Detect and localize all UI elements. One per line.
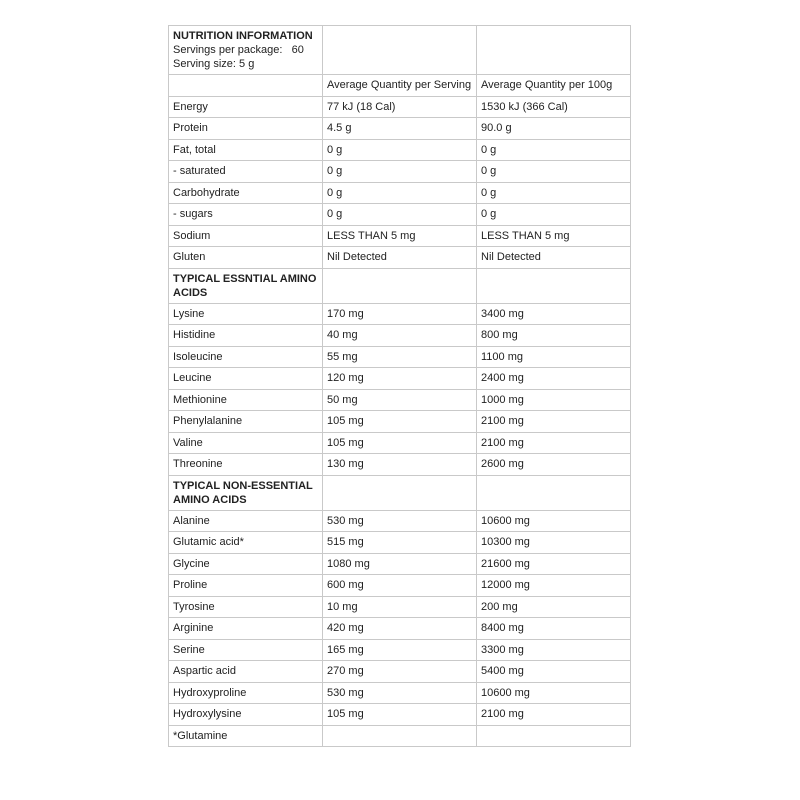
per-100g-value: 1100 mg (477, 346, 631, 368)
per-100g-value: 10600 mg (477, 510, 631, 532)
per-serving-value: 77 kJ (18 Cal) (323, 96, 477, 118)
nutrient-row (169, 139, 631, 161)
per-100g-value: 0 g (477, 161, 631, 183)
per-serving-value: 0 g (323, 161, 477, 183)
column-header-per-100g: Average Quantity per 100g (477, 75, 631, 97)
empty-cell (323, 725, 477, 747)
per-100g-value: 12000 mg (477, 575, 631, 597)
section-title: TYPICAL NON-ESSENTIAL AMINO ACIDS (173, 479, 313, 506)
nutrient-name: - sugars (169, 204, 323, 226)
column-header-per-serving: Average Quantity per Serving (323, 75, 477, 97)
per-100g-value: 800 mg (477, 325, 631, 347)
essential-amino-row (169, 368, 631, 390)
per-serving-value: 600 mg (323, 575, 477, 597)
per-100g-value: 2100 mg (477, 432, 631, 454)
nutrient-row (169, 182, 631, 204)
per-100g-value: 5400 mg (477, 661, 631, 683)
empty-cell (323, 475, 477, 510)
per-100g-value: 10300 mg (477, 532, 631, 554)
per-100g-value: 1000 mg (477, 389, 631, 411)
section-title: TYPICAL ESSNTIAL AMINO ACIDS (173, 272, 317, 299)
per-100g-value: Nil Detected (477, 247, 631, 269)
per-serving-value: 10 mg (323, 596, 477, 618)
empty-cell (169, 75, 323, 97)
non-essential-amino-row (169, 682, 631, 704)
per-serving-value: 4.5 g (323, 118, 477, 140)
non-essential-amino-row (169, 575, 631, 597)
intro-cell (169, 26, 323, 75)
footnote: *Glutamine (169, 725, 323, 747)
nutrient-row (169, 225, 631, 247)
nutrient-name: Proline (169, 575, 323, 597)
nutrient-name: Threonine (169, 454, 323, 476)
nutrient-row (169, 247, 631, 269)
per-serving-value: 105 mg (323, 704, 477, 726)
essential-amino-acids-header (169, 268, 631, 303)
non-essential-amino-row (169, 704, 631, 726)
nutrient-name: Fat, total (169, 139, 323, 161)
per-serving-value: Nil Detected (323, 247, 477, 269)
per-100g-value: 10600 mg (477, 682, 631, 704)
nutrient-name: Energy (169, 96, 323, 118)
per-serving-value: 165 mg (323, 639, 477, 661)
nutrient-name: Aspartic acid (169, 661, 323, 683)
non-essential-amino-row (169, 661, 631, 683)
nutrient-row (169, 161, 631, 183)
nutrient-name: - saturated (169, 161, 323, 183)
servings-per-package: Servings per package: 60 (173, 44, 304, 56)
nutrient-name: Gluten (169, 247, 323, 269)
per-100g-value: 8400 mg (477, 618, 631, 640)
nutrient-name: Alanine (169, 510, 323, 532)
per-100g-value: 200 mg (477, 596, 631, 618)
per-serving-value: 170 mg (323, 303, 477, 325)
per-100g-value: 90.0 g (477, 118, 631, 140)
nutrient-name: Hydroxyproline (169, 682, 323, 704)
nutrient-name: Serine (169, 639, 323, 661)
non-essential-amino-row (169, 596, 631, 618)
nutrient-name: Histidine (169, 325, 323, 347)
footnote-row (169, 725, 631, 747)
empty-cell (323, 268, 477, 303)
nutrient-name: Valine (169, 432, 323, 454)
empty-cell (477, 268, 631, 303)
per-100g-value: 3300 mg (477, 639, 631, 661)
nutrition-table-body (169, 26, 631, 747)
non-essential-amino-acids-header (169, 475, 631, 510)
per-100g-value: 0 g (477, 182, 631, 204)
nutrient-name: Glycine (169, 553, 323, 575)
non-essential-amino-row (169, 510, 631, 532)
nutrient-name: Carbohydrate (169, 182, 323, 204)
per-100g-value: 3400 mg (477, 303, 631, 325)
nutrient-name: Protein (169, 118, 323, 140)
nutrient-name: Hydroxylysine (169, 704, 323, 726)
nutrient-name: Arginine (169, 618, 323, 640)
nutrient-name: Sodium (169, 225, 323, 247)
per-serving-value: 515 mg (323, 532, 477, 554)
empty-cell (477, 26, 631, 75)
per-serving-value: 420 mg (323, 618, 477, 640)
per-serving-value: 105 mg (323, 432, 477, 454)
nutrient-name: Phenylalanine (169, 411, 323, 433)
non-essential-amino-row (169, 618, 631, 640)
per-serving-value: 40 mg (323, 325, 477, 347)
per-100g-value: 2400 mg (477, 368, 631, 390)
per-serving-value: 105 mg (323, 411, 477, 433)
per-serving-value: 0 g (323, 204, 477, 226)
column-header-row (169, 75, 631, 97)
nutrient-row (169, 118, 631, 140)
per-serving-value: 0 g (323, 182, 477, 204)
essential-amino-row (169, 411, 631, 433)
per-serving-value: 50 mg (323, 389, 477, 411)
section-title-cell (169, 268, 323, 303)
nutrient-name: Lysine (169, 303, 323, 325)
nutrient-row (169, 96, 631, 118)
essential-amino-row (169, 346, 631, 368)
essential-amino-row (169, 325, 631, 347)
per-serving-value: 130 mg (323, 454, 477, 476)
non-essential-amino-row (169, 639, 631, 661)
per-100g-value: 2600 mg (477, 454, 631, 476)
non-essential-amino-row (169, 553, 631, 575)
per-serving-value: 530 mg (323, 682, 477, 704)
per-serving-value: 55 mg (323, 346, 477, 368)
essential-amino-row (169, 389, 631, 411)
per-100g-value: 2100 mg (477, 704, 631, 726)
per-100g-value: LESS THAN 5 mg (477, 225, 631, 247)
per-100g-value: 0 g (477, 204, 631, 226)
empty-cell (477, 475, 631, 510)
essential-amino-row (169, 454, 631, 476)
serving-size: Serving size: 5 g (173, 58, 255, 70)
nutrition-table (168, 25, 631, 747)
nutrient-name: Leucine (169, 368, 323, 390)
section-title-cell (169, 475, 323, 510)
nutrient-name: Methionine (169, 389, 323, 411)
per-100g-value: 0 g (477, 139, 631, 161)
nutrient-name: Tyrosine (169, 596, 323, 618)
intro-row (169, 26, 631, 75)
essential-amino-row (169, 303, 631, 325)
non-essential-amino-row (169, 532, 631, 554)
empty-cell (323, 26, 477, 75)
per-serving-value: 530 mg (323, 510, 477, 532)
per-serving-value: LESS THAN 5 mg (323, 225, 477, 247)
per-serving-value: 0 g (323, 139, 477, 161)
per-100g-value: 21600 mg (477, 553, 631, 575)
per-100g-value: 1530 kJ (366 Cal) (477, 96, 631, 118)
per-serving-value: 120 mg (323, 368, 477, 390)
table-title: NUTRITION INFORMATION (173, 30, 313, 42)
per-serving-value: 1080 mg (323, 553, 477, 575)
essential-amino-row (169, 432, 631, 454)
nutrient-row (169, 204, 631, 226)
nutrient-name: Glutamic acid* (169, 532, 323, 554)
empty-cell (477, 725, 631, 747)
per-100g-value: 2100 mg (477, 411, 631, 433)
per-serving-value: 270 mg (323, 661, 477, 683)
nutrient-name: Isoleucine (169, 346, 323, 368)
